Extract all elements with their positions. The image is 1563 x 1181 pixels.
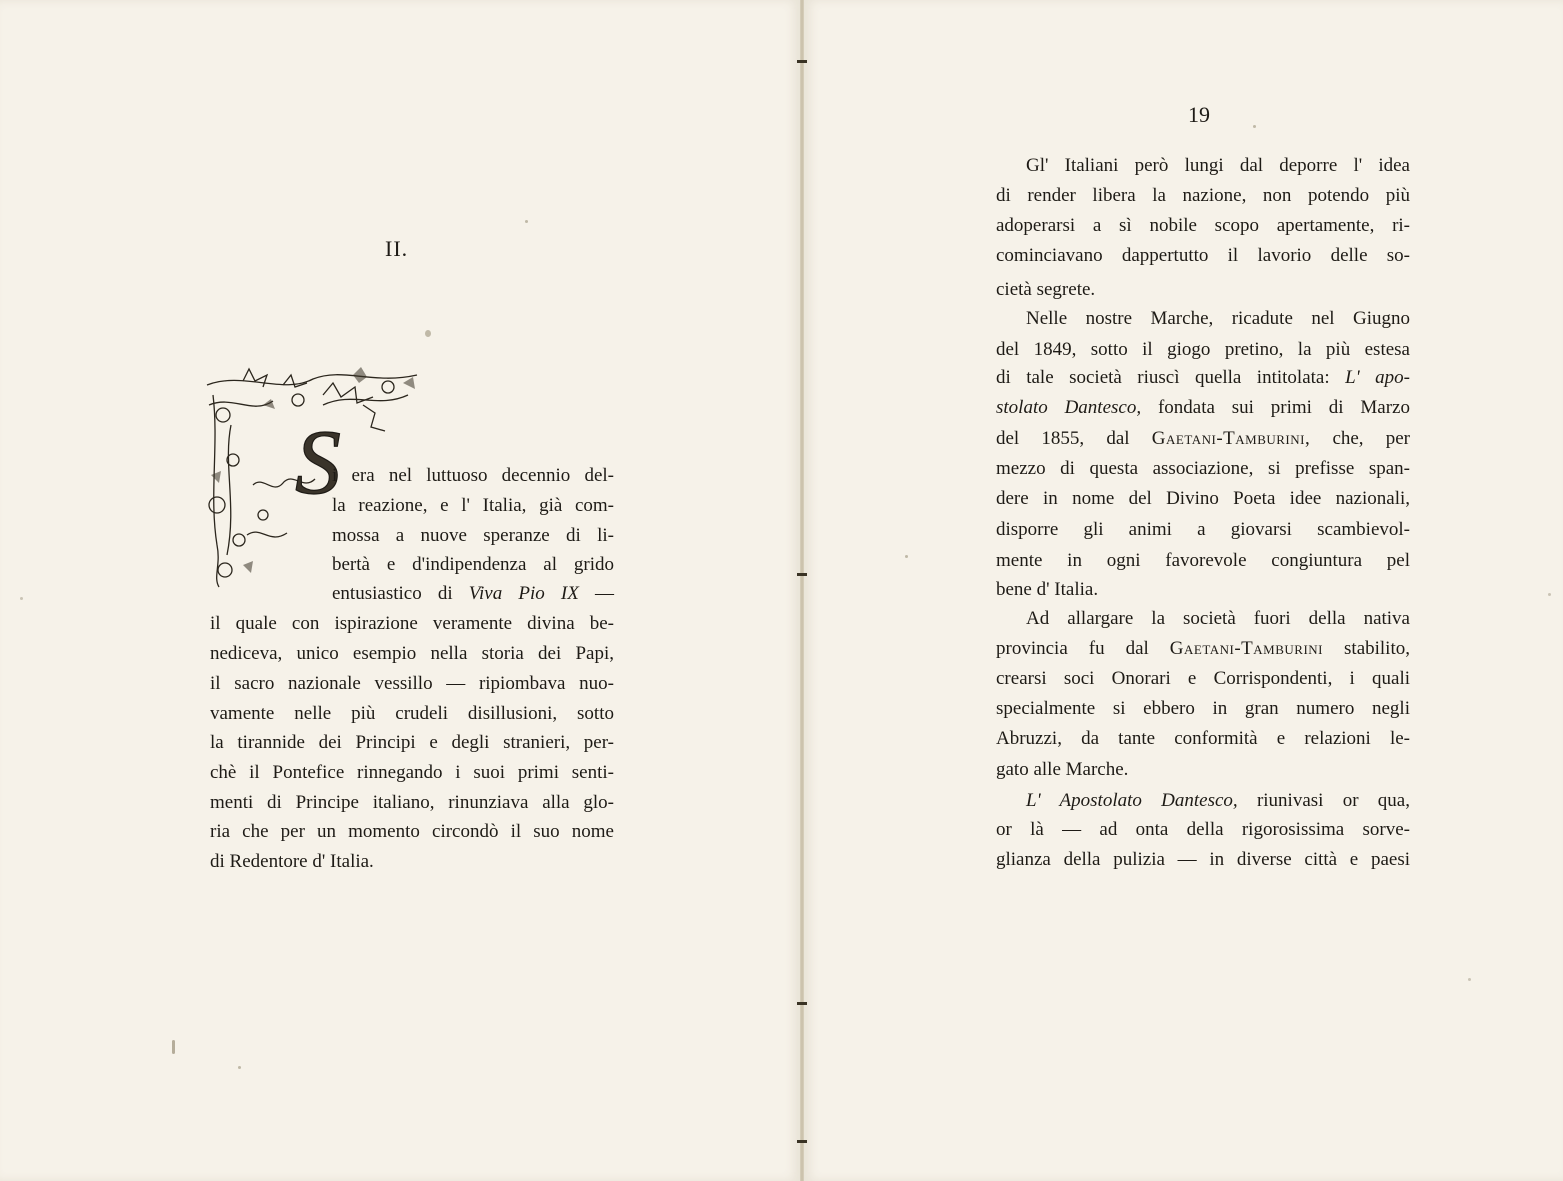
author-name: Gaetani-Tamburini, — [1151, 428, 1311, 449]
text-line: mossa a nuove speranze di li- — [332, 525, 614, 546]
text-line: Abruzzi, da tante conformità e relazioni le- — [996, 728, 1410, 749]
spine-mark — [797, 573, 807, 576]
text-line: i era nel luttuoso decennio del- — [332, 465, 614, 486]
text-line: di render libera la nazione, non potendo più — [996, 185, 1410, 206]
page-number: 19 — [1188, 102, 1210, 127]
text-line: disporre gli animi a giovarsi scambievol- — [996, 519, 1410, 540]
viva-pio-ix: Viva Pio IX — [468, 583, 579, 604]
paper-speck — [1253, 125, 1256, 128]
text-line: la tirannide dei Principi e degli stranieri, per- — [210, 732, 614, 753]
text-line: specialmente si ebbero in gran numero negli — [996, 698, 1410, 719]
paper-speck — [238, 1066, 241, 1069]
text-line: nediceva, unico esempio nella storia dei Papi, — [210, 643, 614, 664]
text-line: bene d' Italia. — [996, 579, 1099, 600]
paper-speck — [20, 597, 23, 600]
text-line: vamente nelle più crudeli disillusioni, sotto — [210, 703, 614, 724]
spine-mark — [797, 60, 807, 63]
text-line: Gl' Italiani però lungi dal deporre l' idea — [1026, 155, 1410, 176]
text-line: adoperarsi a sì nobile scopo apertamente, ri- — [996, 215, 1410, 236]
text-line: bertà e d'indipendenza al grido — [332, 554, 614, 575]
text-line: dere in nome del Divino Poeta idee nazionali, — [996, 488, 1410, 509]
text-line: chè il Pontefice rinnegando i suoi primi senti- — [210, 762, 614, 783]
text-line: L' Apostolato Dantesco, riunivasi or qua, — [1026, 790, 1410, 811]
chapter-number: II. — [385, 236, 409, 261]
text-line: mente in ogni favorevole congiuntura pel — [996, 550, 1410, 571]
paper-speck — [525, 220, 528, 223]
paper-speck — [172, 1040, 175, 1054]
paper-speck — [1548, 593, 1551, 596]
text-line: entusiastico di Viva Pio IX — — [332, 583, 614, 604]
drop-cap-letter: S — [295, 411, 341, 513]
text-line: ria che per un momento circondò il suo nome — [210, 821, 614, 842]
text-line: cominciavano dappertutto il lavorio delle so- — [996, 245, 1410, 266]
text-line: di Redentore d' Italia. — [210, 851, 374, 872]
text-line: cietà segrete. — [996, 279, 1096, 300]
paper-speck — [1468, 978, 1471, 981]
text-line: di tale società riuscì quella intitolata: L' apo- — [996, 367, 1410, 388]
author-name: Gaetani-Tamburini — [1169, 638, 1324, 659]
text-line: il sacro nazionale vessillo — ripiombava nuo- — [210, 673, 614, 694]
text-line: Ad allargare la società fuori della nativa — [1026, 608, 1410, 629]
paper-speck — [905, 555, 908, 558]
text-line: glianza della pulizia — in diverse città e paesi — [996, 849, 1410, 870]
spine-mark — [797, 1140, 807, 1143]
text-line: stolato Dantesco, fondata sui primi di Marzo — [996, 397, 1410, 418]
text-line: del 1849, sotto il giogo pretino, la più estesa — [996, 339, 1410, 360]
text-line: il quale con ispirazione veramente divina be- — [210, 613, 614, 634]
spine-mark — [797, 1002, 807, 1005]
text-line: del 1855, dal Gaetani-Tamburini, che, per — [996, 428, 1411, 449]
text-line: mezzo di questa associazione, si prefisse span- — [996, 458, 1410, 479]
text-line: crearsi soci Onorari e Corrispondenti, i quali — [996, 668, 1410, 689]
text-line: la reazione, e l' Italia, già com- — [332, 495, 614, 516]
text-line: Nelle nostre Marche, ricadute nel Giugno — [1026, 308, 1410, 329]
text-line: gato alle Marche. — [996, 759, 1129, 780]
text-line: menti di Principe italiano, rinunziava alla glo- — [210, 792, 614, 813]
text-line: provincia fu dal Gaetani-Tamburini stabilito, — [996, 638, 1410, 659]
paper-speck — [425, 330, 431, 337]
text-line: or là — ad onta della rigorosissima sorve- — [996, 819, 1410, 840]
